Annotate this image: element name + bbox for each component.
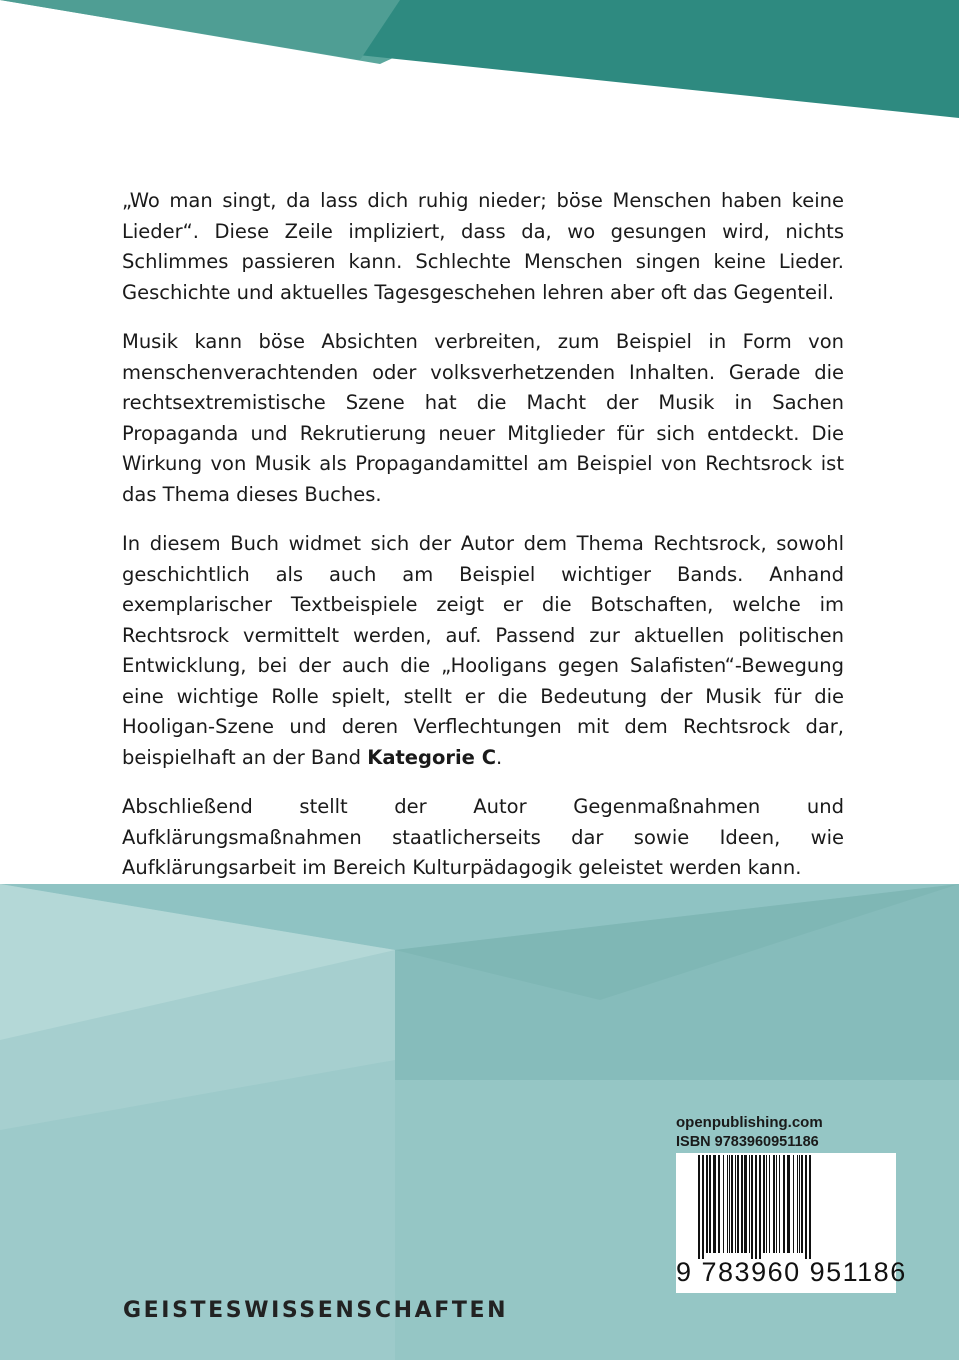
blurb-paragraph-2: Musik kann böse Absichten verbreiten, zum Beispiel in Form von menschenverachtenden oder volksverhetzenden Inhalten. Gerade die rechtsextremistische Szene hat die Macht der Musik in Sachen Propaganda und Rekrutierung neuer Mitglieder für sich entdeckt. Die Wirkung von Musik als Propagandamittel am Beispiel von Rechtsrock ist das Thema dieses Buches. <box>122 330 844 506</box>
publisher-site: openpublishing.com <box>676 1114 823 1131</box>
barcode-bar <box>763 1155 765 1253</box>
blurb-paragraph-1: „Wo man singt, da lass dich ruhig nieder; böse Menschen haben keine Lieder“. Diese Zeile impliziert, dass da, wo gesungen wird, nichts Schlimmes passieren kann. Schlechte Menschen singen keine Lieder. Geschichte und aktuelles Tagesgeschehen lehren aber oft das Gegenteil. <box>122 189 844 304</box>
barcode-bar <box>735 1155 736 1253</box>
blurb-text <box>122 186 844 903</box>
barcode-bar <box>713 1155 716 1253</box>
barcode-bar <box>706 1155 708 1253</box>
barcode-bar <box>723 1155 724 1253</box>
barcode-bar <box>744 1155 747 1253</box>
barcode-bar <box>749 1155 750 1253</box>
barcode-bar <box>702 1155 704 1259</box>
blurb-paragraph-3-text: In diesem Buch widmet sich der Autor dem Thema Rechtsrock, sowohl geschichtlich als auch am Beispiel wichtiger Bands. Anhand exemplarischer Textbeispiele zeigt er die Botschaften, welche im Rechtsrock vermittelt werden, auf. Passend zur aktuellen politischen Entwicklung, bei der auch die „Hooligans gegen Salafisten“-Bewegung eine wichtige Rolle spielt, stellt er die Bedeutung der Musik für die Hooligan-Szene und deren Verflechtungen mit dem Rechtsrock dar, beispielhaft an der Band <box>122 532 844 769</box>
top-banner-facet <box>0 0 400 60</box>
barcode <box>676 1153 907 1293</box>
category-label: GEISTESWISSENSCHAFTEN <box>123 1298 509 1323</box>
barcode-bar <box>751 1155 753 1259</box>
blurb-paragraph-3 <box>122 529 844 773</box>
barcode-bar <box>731 1155 733 1253</box>
barcode-bar <box>787 1155 790 1253</box>
barcode-bar <box>783 1155 785 1253</box>
barcode-bar <box>709 1155 711 1253</box>
barcode-bar <box>773 1155 775 1253</box>
barcode-digits: 9 783960 951186 <box>676 1257 907 1287</box>
blurb-paragraph-4: Abschließend stellt der Autor Gegenmaßnahmen und Aufklärungsmaßnahmen staatlicherseits dar sowie Ideen, wie Aufklärungsarbeit im Bereich Kulturpädagogik geleistet werden kann. <box>122 795 844 879</box>
barcode-bar <box>737 1155 739 1253</box>
barcode-bar <box>698 1155 700 1259</box>
publisher-info <box>676 1114 896 1152</box>
barcode-bar <box>793 1155 794 1253</box>
barcode-bar <box>799 1155 800 1253</box>
barcode-bar <box>766 1155 767 1253</box>
barcode-bar <box>776 1155 777 1253</box>
barcode-bar <box>769 1155 770 1253</box>
barcode-bar <box>755 1155 757 1259</box>
barcode-bar <box>741 1155 743 1253</box>
barcode-bar <box>759 1155 761 1259</box>
isbn-label: ISBN 9783960951186 <box>676 1134 819 1150</box>
blurb-paragraph-3-end: . <box>496 745 503 769</box>
band-name: Kategorie C <box>367 745 497 769</box>
barcode-bar <box>718 1155 720 1253</box>
barcode-bars <box>676 1153 896 1263</box>
top-banner <box>330 0 959 118</box>
barcode-bar <box>797 1155 798 1253</box>
barcode-bar <box>809 1155 811 1259</box>
barcode-bar <box>727 1155 728 1253</box>
barcode-bar <box>729 1155 730 1253</box>
barcode-bar <box>805 1155 807 1259</box>
barcode-bar <box>779 1155 780 1253</box>
barcode-bar <box>801 1155 803 1253</box>
